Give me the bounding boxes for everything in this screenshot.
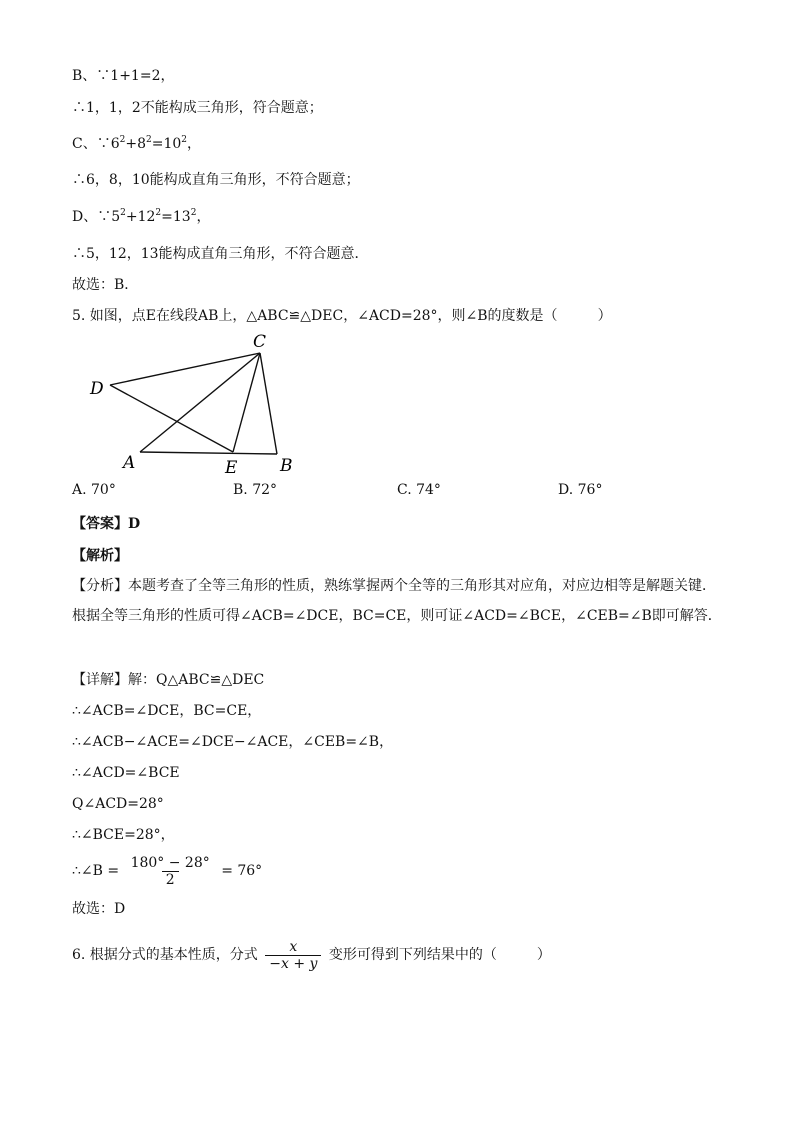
q5-option-c[interactable]: C. 74° xyxy=(397,482,441,498)
q6-fraction: $\frac{x}{-x + y}$ xyxy=(265,939,321,972)
segment-dc xyxy=(110,353,260,385)
q5-final-equation: ∴∠B = $\frac{180^\circ - 28^\circ}{2}$ = 76° xyxy=(72,854,263,888)
q5-final-fraction: $\frac{180^\circ - 28^\circ}{2}$ xyxy=(130,854,210,888)
q5-stem: 5. 如图，点E在线段AB上，△ABC≌△DEC，∠ACD=28°，则∠B的度数是（ ） xyxy=(72,308,612,324)
label-a: A xyxy=(123,453,136,473)
option-b-check: B、∵1+1=2， xyxy=(72,68,175,84)
q5-detail-line-3: ∴∠ACB−∠ACE=∠DCE−∠ACE，∠CEB=∠B， xyxy=(72,734,394,750)
segment-ab xyxy=(140,452,277,454)
q5-answer-pick: 故选：D xyxy=(72,901,126,917)
label-b: B xyxy=(280,456,293,476)
q5-option-d[interactable]: D. 76° xyxy=(558,482,603,498)
q5-answer: 【答案】D xyxy=(72,516,141,532)
option-d-conclusion: ∴5，12，13能构成直角三角形，不符合题意． xyxy=(72,246,369,262)
option-c-conclusion: ∴6，8，10能构成直角三角形，不符合题意； xyxy=(72,172,360,188)
segment-de xyxy=(110,385,233,452)
label-d: D xyxy=(90,379,104,399)
segment-ac xyxy=(140,353,260,452)
q5-detail-line-1: 【详解】解：Q△ABC≌△DEC xyxy=(72,672,265,688)
q5-option-a[interactable]: A. 70° xyxy=(72,482,116,498)
q5-detail-line-2: ∴∠ACB=∠DCE，BC=CE， xyxy=(72,703,262,719)
previous-answer-pick: 故选：B． xyxy=(72,277,139,293)
q5-analysis-title: 【解析】 xyxy=(72,548,128,564)
q5-option-b[interactable]: B. 72° xyxy=(233,482,278,498)
option-c-check: C、$\because 6^2+8^2=10^2$， xyxy=(72,135,202,152)
q5-detail-line-6: ∴∠BCE=28°， xyxy=(72,827,175,843)
label-c: C xyxy=(253,332,267,352)
q5-triangle-figure xyxy=(80,328,320,478)
option-b-conclusion: ∴1，1，2不能构成三角形，符合题意； xyxy=(72,100,323,116)
segment-cb xyxy=(260,353,277,454)
q6-stem: 6. 根据分式的基本性质，分式 $\frac{x}{-x + y}$ 变形可得到下列结果中的（ ） xyxy=(72,938,551,972)
segment-ce xyxy=(233,353,260,452)
label-e: E xyxy=(225,458,238,478)
q5-analysis-text: 【分析】本题考查了全等三角形的性质，熟练掌握两个全等的三角形其对应角，对应边相等是解题关键．根据全等三角形的性质可得∠ACB=∠DCE，BC=CE，则可证∠ACD=∠BCE，∠CEB=∠B即可解答． xyxy=(72,578,722,624)
q5-detail-line-5: Q∠ACD=28° xyxy=(72,796,164,812)
option-d-check: D、$\because 5^2+12^2=13^2$， xyxy=(72,208,211,225)
q5-detail-line-4: ∴∠ACD=∠BCE xyxy=(72,765,180,781)
